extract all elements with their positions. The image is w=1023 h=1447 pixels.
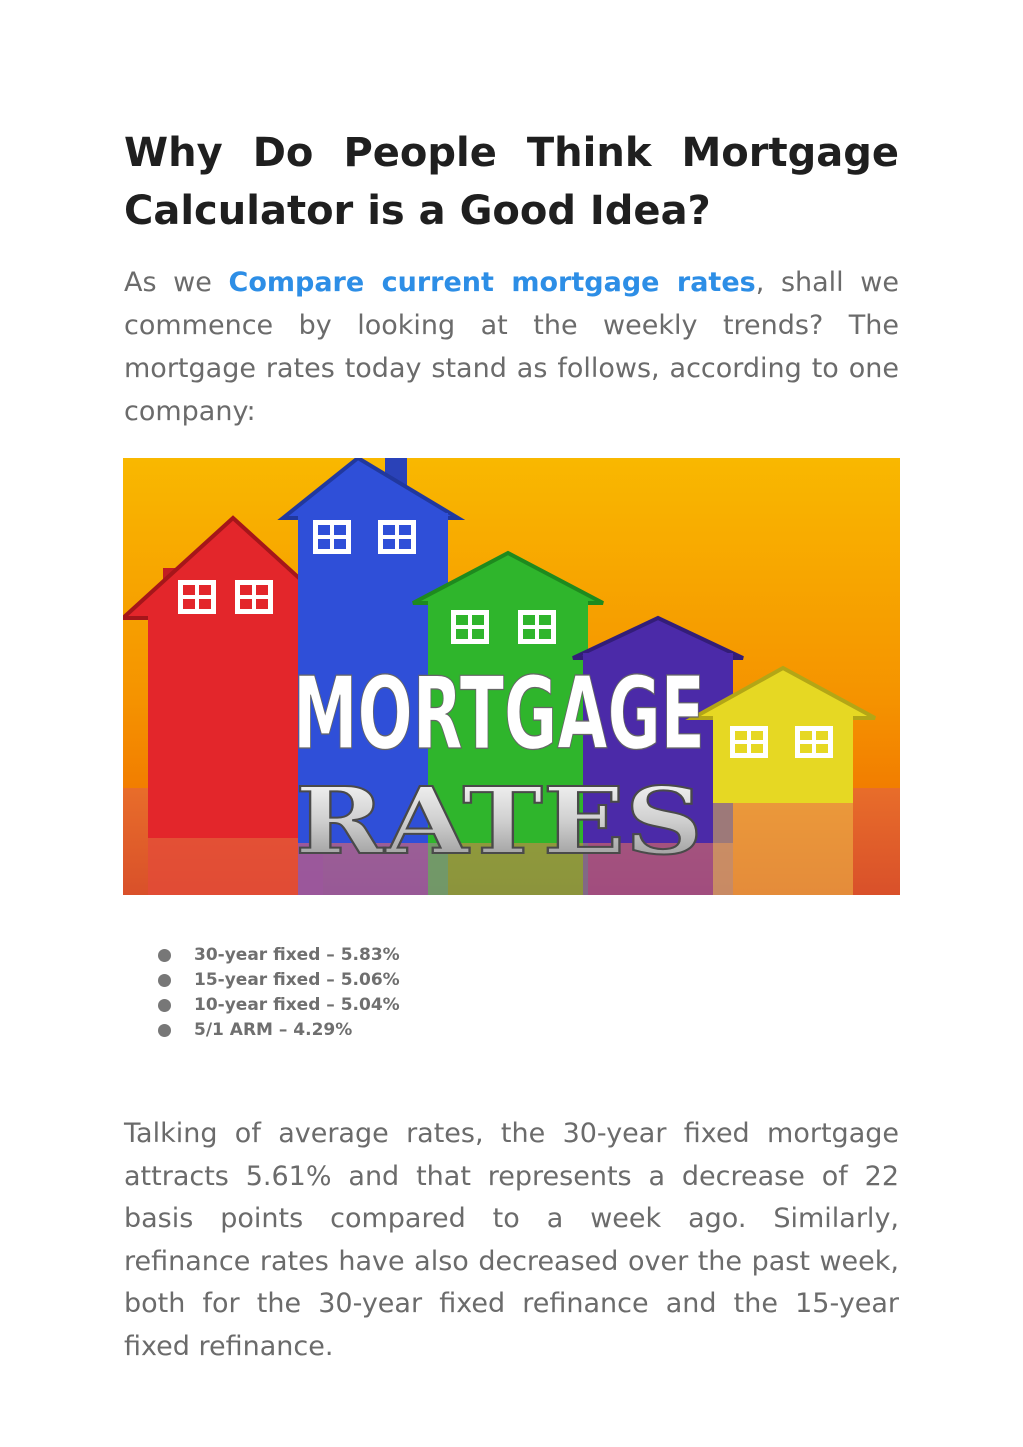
hero-word-rates: RATES <box>295 767 703 875</box>
intro-paragraph <box>124 261 899 433</box>
intro-text-before: As we <box>124 267 229 298</box>
list-item <box>158 993 400 1018</box>
list-item <box>158 1018 400 1043</box>
rate-text: 30-year fixed – 5.83% <box>194 945 400 965</box>
compare-rates-link[interactable]: Compare current mortgage rates <box>228 267 756 298</box>
rate-text: 5/1 ARM – 4.29% <box>194 1020 353 1040</box>
bullet-icon <box>158 999 171 1012</box>
intro-text-after: , shall we commence by looking at the weekly trends? The mortgage rates today stand as follows, according to one company: <box>124 267 899 427</box>
rates-list <box>158 943 400 1043</box>
yellow-house <box>693 668 875 895</box>
title-line-1: Why Do People Think Mortgage <box>124 130 899 176</box>
title-line-2: Calculator is a Good Idea? <box>124 188 711 234</box>
body-paragraph: Talking of average rates, the 30-year fixed mortgage attracts 5.61% and that represents a decrease of 22 basis points compared to a week ago. Similarly, refinance rates have also decreased over the past week, both for the 30-year fixed refinance and the 15-year fixed refinance. <box>124 1118 899 1362</box>
list-item <box>158 968 400 993</box>
list-item <box>158 943 400 968</box>
mortgage-rates-image <box>123 458 900 895</box>
rate-text: 10-year fixed – 5.04% <box>194 995 400 1015</box>
hero-word-mortgage: MORTGAGE <box>293 655 705 772</box>
bullet-icon <box>158 974 171 987</box>
bullet-icon <box>158 1024 171 1037</box>
page-title <box>124 124 899 240</box>
rate-text: 15-year fixed – 5.06% <box>194 970 400 990</box>
bullet-icon <box>158 949 171 962</box>
